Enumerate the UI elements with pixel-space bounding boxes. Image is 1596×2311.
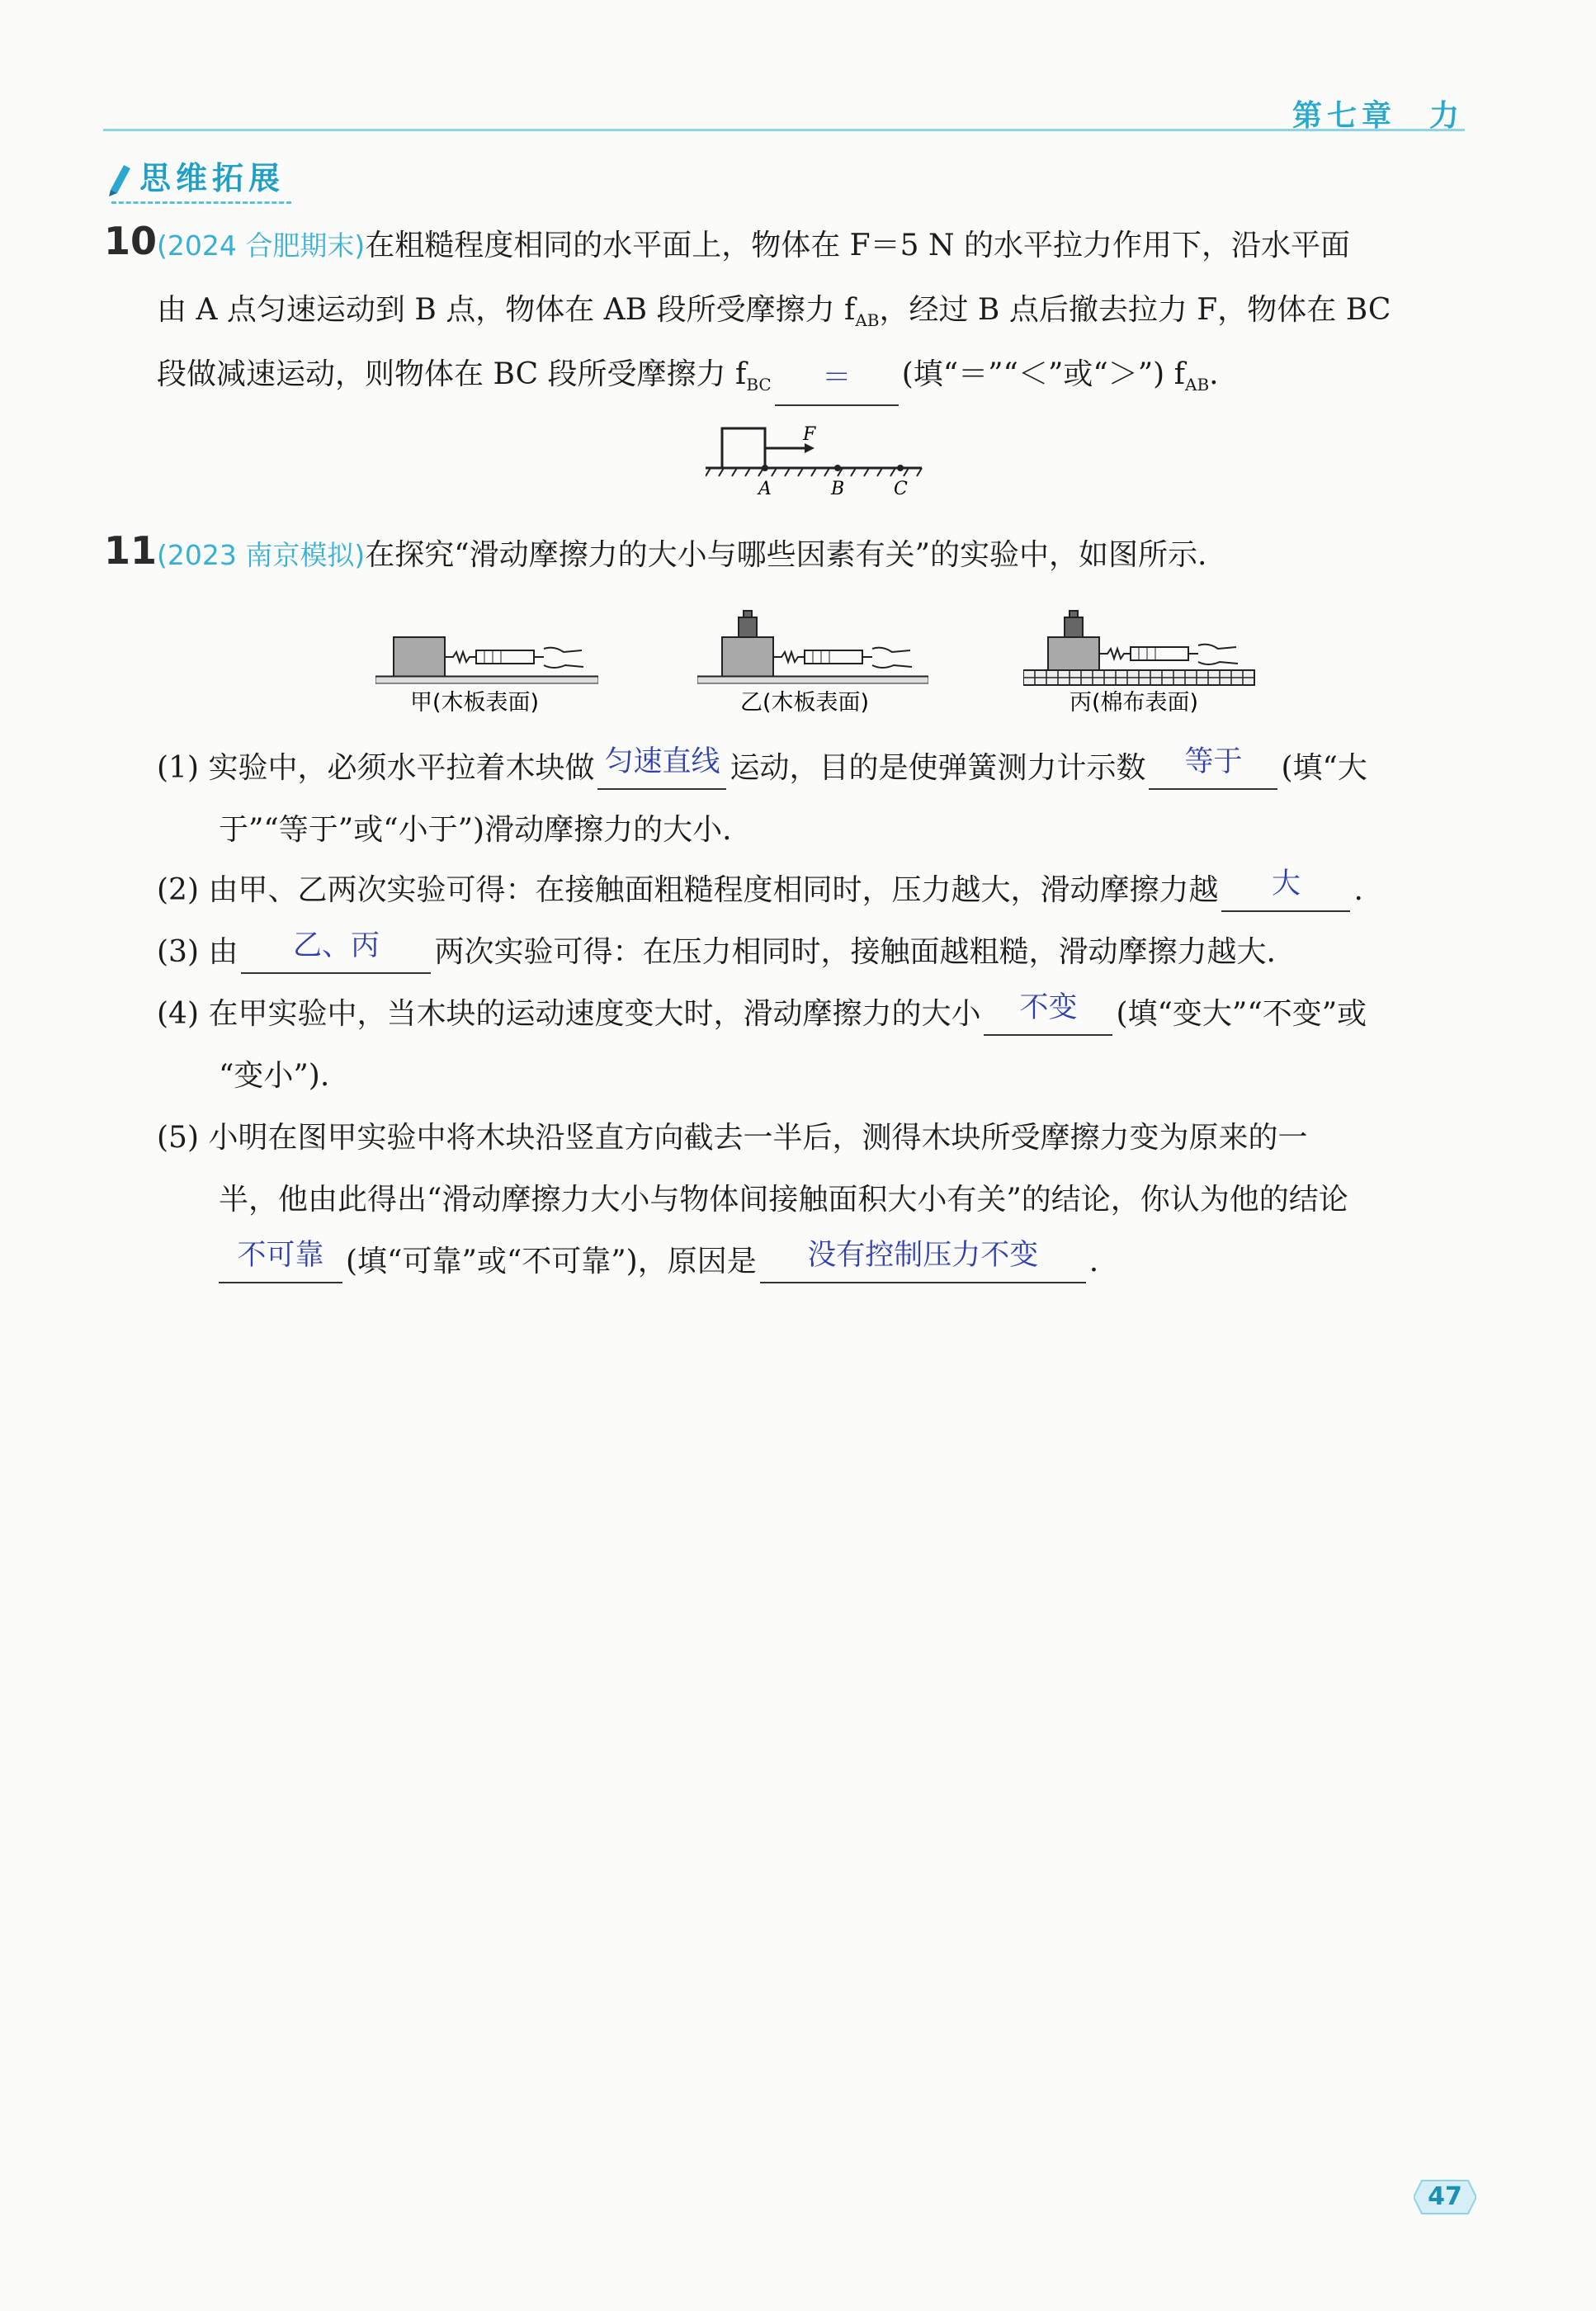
page-number: 47 <box>1428 2182 1462 2211</box>
q11-part-5-line-1: (5) 小明在图甲实验中将木块沿竖直方向截去一半后，测得木块所受摩擦力变为原来的一 <box>157 1121 1308 1155</box>
figure-jia <box>375 594 598 718</box>
point-a-label: A <box>758 479 772 499</box>
q10-text-1: 在粗糙程度相同的水平面上，物体在 F＝5 N 的水平拉力作用下，沿水平面 <box>365 229 1350 262</box>
figure-bing-caption: 丙(棉布表面) <box>1070 690 1199 716</box>
q11-p3-blank[interactable]: 乙、丙 <box>241 936 431 974</box>
chapter-topic: 力 <box>1428 99 1464 133</box>
q11-p1-blank-2[interactable]: 等于 <box>1149 752 1277 790</box>
q11-part-1-line-1: (1) 实验中，必须水平拉着木块做 匀速直线 运动，目的是使弹簧测力计示数 等于 (填“大 <box>157 747 1367 790</box>
figure-bing <box>1023 594 1258 718</box>
q10-block-diagram <box>706 417 928 503</box>
question-number-10: 10 <box>104 219 158 263</box>
q11-intro: 在探究“滑动摩擦力的大小与哪些因素有关”的实验中，如图所示. <box>365 538 1207 572</box>
q11-p5-blank-1[interactable]: 不可靠 <box>219 1245 342 1283</box>
q11-part-1-line-2: 于”“等于”或“小于”)滑动摩擦力的大小. <box>219 813 732 847</box>
figure-yi <box>697 594 928 718</box>
weight-icon <box>739 617 757 637</box>
figure-yi-caption: 乙(木板表面) <box>740 690 870 716</box>
q10-source-tag: (2024 合肥期末) <box>157 229 366 262</box>
figure-jia-caption: 甲(木板表面) <box>410 690 540 716</box>
q11-part-5-line-2: 半，他由此得出“滑动摩擦力大小与物体间接触面积大小有关”的结论，你认为他的结论 <box>219 1183 1348 1217</box>
q11-p1-blank-1[interactable]: 匀速直线 <box>597 752 726 790</box>
q11-p4-blank[interactable]: 不变 <box>984 998 1112 1036</box>
q10-answer-blank[interactable] <box>775 362 899 406</box>
q11-p2-blank[interactable]: 大 <box>1221 874 1350 912</box>
header-rule <box>103 129 1465 131</box>
point-b-label: B <box>831 479 845 499</box>
point-c-label: C <box>894 479 908 499</box>
force-label: F <box>803 424 816 445</box>
q10-answer: ＝ <box>822 362 852 395</box>
q11-part-5-line-3: 不可靠 (填“可靠”或“不可靠”)，原因是 没有控制压力不变 . <box>219 1241 1098 1283</box>
weight-icon <box>1065 617 1083 637</box>
block <box>722 428 765 468</box>
q11-part-4-line-1: (4) 在甲实验中，当木块的运动速度变大时，滑动摩擦力的大小 不变 (填“变大”“不变”或 <box>157 993 1367 1036</box>
q11-intro-line <box>157 534 1207 577</box>
section-title: 思维拓展 <box>111 153 291 204</box>
q11-part-3: (3) 由 乙、丙 两次实验可得：在压力相同时，接触面越粗糙，滑动摩擦力越大. <box>157 931 1276 974</box>
q11-part-4-line-2: “变小”). <box>219 1059 330 1093</box>
q11-source-tag: (2023 南京模拟) <box>157 539 366 571</box>
q10-line-2: 由 A 点匀速运动到 B 点，物体在 AB 段所受摩擦力 $f_{AB}$，经过 B 点后撤去拉力 F，物体在 BC <box>157 293 1391 331</box>
q10-line-1 <box>157 224 1350 267</box>
q10-line-3: 段做减速运动，则物体在 BC 段所受摩擦力 $f_{BC}$ ＝ (填“＝”“＜”或“＞”) $f_{AB}$. <box>157 353 1219 406</box>
question-number-11: 11 <box>104 528 158 573</box>
chapter-label: 第七章 <box>1291 99 1396 133</box>
q11-part-2: (2) 由甲、乙两次实验可得：在接触面粗糙程度相同时，压力越大，滑动摩擦力越 大 . <box>157 869 1363 912</box>
q11-p5-blank-2[interactable]: 没有控制压力不变 <box>760 1245 1086 1283</box>
